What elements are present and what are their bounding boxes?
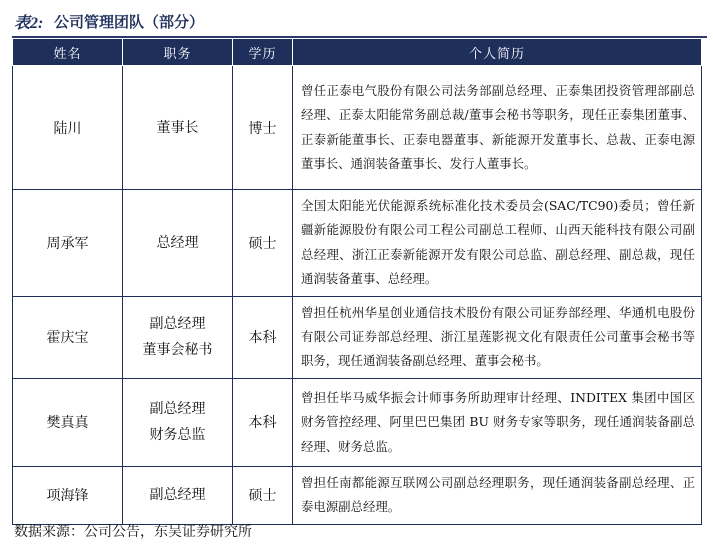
person-position	[123, 296, 233, 378]
person-name: 陆川	[13, 66, 123, 190]
header-resume: 个人简历	[293, 39, 702, 66]
table-number: 表2:	[14, 15, 44, 32]
person-resume: 曾任正泰电气股份有限公司法务部副总经理、正泰集团投资管理部副总经理、正泰太阳能常务副总裁/董事会秘书等职务，现任正泰集团董事、正泰新能董事长、正泰电器董事、新能源开发董事长、总裁、正泰电源董事长、通润装备董事长、发行人董事长。	[293, 66, 702, 190]
header-name: 姓名	[13, 39, 123, 66]
person-position	[123, 190, 233, 297]
header-education: 学历	[233, 39, 293, 66]
data-source-note: 数据来源：公司公告，东吴证券研究所	[14, 524, 252, 540]
position-line: 副总经理	[149, 316, 206, 333]
person-resume: 曾担任南都能源互联网公司副总经理职务，现任通润装备副总经理、正泰电源副总经理。	[293, 466, 702, 524]
person-position	[123, 378, 233, 466]
person-education: 硕士	[233, 466, 293, 524]
header-position: 职务	[123, 39, 233, 66]
person-name: 樊真真	[13, 378, 123, 466]
table-row	[13, 66, 702, 190]
table-row	[13, 466, 702, 524]
person-education: 博士	[233, 66, 293, 190]
person-name: 项海锋	[13, 466, 123, 524]
position-line: 副总经理	[149, 401, 206, 418]
position-line: 副总经理	[149, 487, 206, 504]
person-education: 硕士	[233, 190, 293, 297]
person-name: 霍庆宝	[13, 296, 123, 378]
table-header-row	[13, 39, 702, 66]
person-name: 周承军	[13, 190, 123, 297]
person-education: 本科	[233, 296, 293, 378]
table-row	[13, 296, 702, 378]
person-resume: 曾担任杭州华星创业通信技术股份有限公司证券部经理、华通机电股份有限公司证券部总经理、浙江星莲影视文化有限责任公司董事会秘书等职务，现任通润装备副总经理、董事会秘书。	[293, 296, 702, 378]
position-line: 董事长	[156, 119, 199, 136]
management-team-table	[12, 38, 702, 525]
person-resume: 全国太阳能光伏能源系统标准化技术委员会(SAC/TC90)委员；曾任新疆新能源股份有限公司工程公司副总工程师、山西天能科技有限公司副总经理、浙江正泰新能源开发有限公司总监、副总经理、副总裁，现任通润装备董事、总经理。	[293, 190, 702, 297]
person-position	[123, 66, 233, 190]
position-line: 财务总监	[149, 427, 206, 444]
position-line: 总经理	[156, 234, 199, 251]
position-line: 董事会秘书	[142, 342, 213, 359]
table-title: 公司管理团队（部分）	[54, 13, 205, 31]
person-position	[123, 466, 233, 524]
table-row	[13, 190, 702, 297]
person-resume: 曾担任毕马威华振会计师事务所助理审计经理、INDITEX 集团中国区财务管控经理、阿里巴巴集团 BU 财务专家等职务，现任通润装备副总经理、财务总监。	[293, 378, 702, 466]
table-caption	[6, 6, 707, 34]
table-row	[13, 378, 702, 466]
person-education: 本科	[233, 378, 293, 466]
